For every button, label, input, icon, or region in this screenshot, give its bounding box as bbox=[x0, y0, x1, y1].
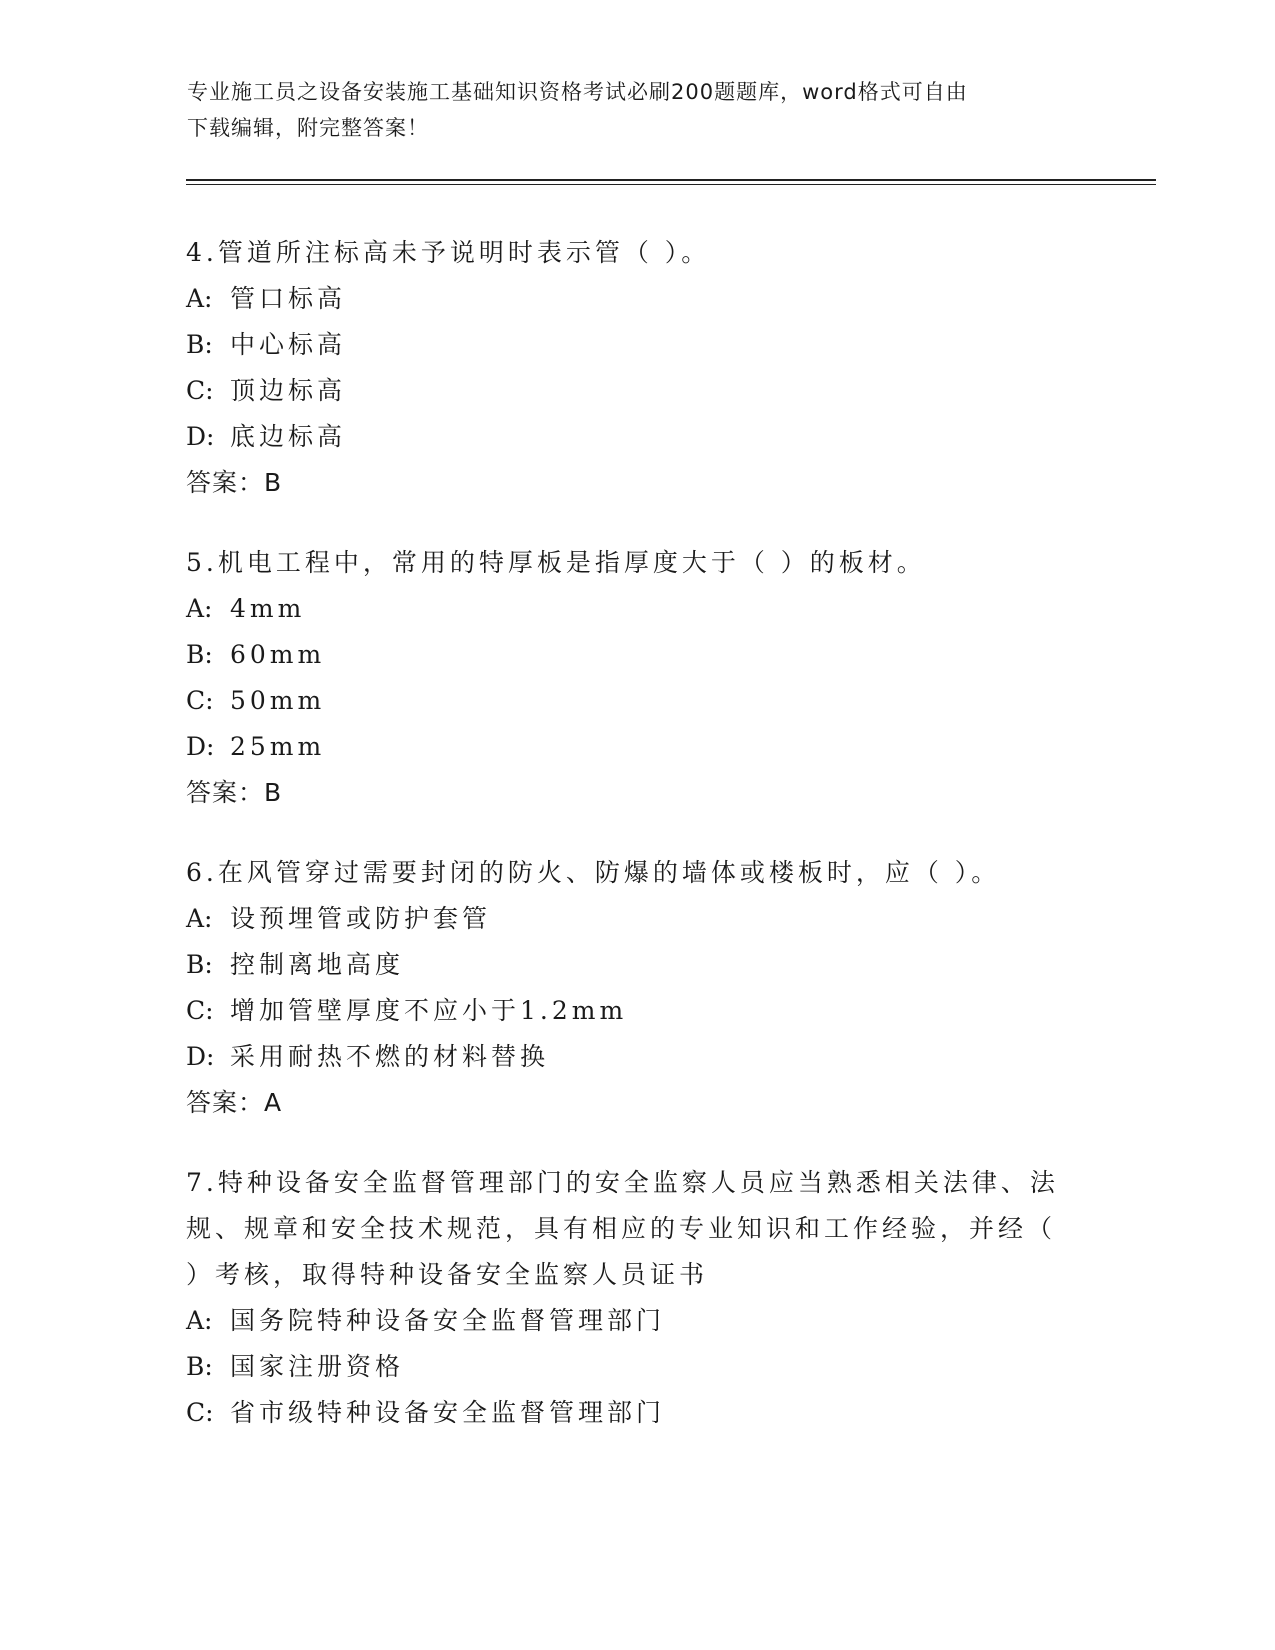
header-divider-thick bbox=[186, 179, 1156, 181]
option-label: A: bbox=[186, 594, 213, 623]
option-label: B: bbox=[186, 950, 213, 979]
option-a bbox=[186, 276, 1076, 322]
option-text: 顶边标高 bbox=[230, 376, 347, 405]
option-c bbox=[186, 988, 1076, 1034]
option-text: 国家注册资格 bbox=[230, 1352, 405, 1381]
option-b bbox=[186, 322, 1076, 368]
header-divider-thin bbox=[186, 184, 1156, 185]
option-a bbox=[186, 586, 1076, 632]
option-d bbox=[186, 724, 1076, 770]
option-label: B: bbox=[186, 1352, 213, 1381]
option-text: 底边标高 bbox=[230, 422, 347, 451]
header-line-2: 下载编辑，附完整答案！ bbox=[187, 116, 429, 140]
option-d bbox=[186, 1034, 1076, 1080]
answer-line: 答案：B bbox=[186, 468, 283, 497]
option-text: 50mm bbox=[230, 686, 326, 715]
option-label: D: bbox=[186, 1042, 215, 1071]
option-text: 采用耐热不燃的材料替换 bbox=[230, 1042, 550, 1071]
header-line-1: 专业施工员之设备安装施工基础知识资格考试必刷200题题库，word格式可自由 bbox=[187, 80, 968, 104]
question-stem: 5.机电工程中，常用的特厚板是指厚度大于（ ）的板材。 bbox=[186, 548, 926, 577]
question-stem-line-2: 规、规章和安全技术规范，具有相应的专业知识和工作经验，并经（ bbox=[186, 1214, 1057, 1243]
question-6 bbox=[186, 850, 1076, 1126]
option-label: C: bbox=[186, 996, 214, 1025]
option-b bbox=[186, 632, 1076, 678]
option-text: 管口标高 bbox=[230, 284, 347, 313]
option-label: A: bbox=[186, 904, 213, 933]
question-stem-line-3: ）考核，取得特种设备安全监察人员证书 bbox=[186, 1260, 709, 1289]
option-c bbox=[186, 678, 1076, 724]
question-5 bbox=[186, 540, 1076, 816]
option-b bbox=[186, 1344, 1076, 1390]
question-stem: 4.管道所注标高未予说明时表示管（ ）。 bbox=[186, 238, 711, 267]
option-c bbox=[186, 1390, 1076, 1436]
option-a bbox=[186, 1298, 1076, 1344]
option-text: 60mm bbox=[230, 640, 326, 669]
option-label: C: bbox=[186, 376, 214, 405]
option-label: C: bbox=[186, 1398, 214, 1427]
question-list bbox=[186, 230, 1076, 1470]
option-text: 增加管壁厚度不应小于1.2mm bbox=[230, 996, 628, 1025]
option-label: C: bbox=[186, 686, 214, 715]
option-d bbox=[186, 414, 1076, 460]
document-header bbox=[187, 74, 1067, 146]
option-label: D: bbox=[186, 732, 215, 761]
option-text: 25mm bbox=[230, 732, 326, 761]
option-text: 国务院特种设备安全监督管理部门 bbox=[230, 1306, 666, 1335]
question-4 bbox=[186, 230, 1076, 506]
question-stem-line-1: 7.特种设备安全监督管理部门的安全监察人员应当熟悉相关法律、法 bbox=[186, 1168, 1059, 1197]
option-a bbox=[186, 896, 1076, 942]
option-text: 设预埋管或防护套管 bbox=[230, 904, 492, 933]
option-label: D: bbox=[186, 422, 215, 451]
option-text: 4mm bbox=[230, 594, 306, 623]
answer-line: 答案：A bbox=[186, 1088, 283, 1117]
option-text: 控制离地高度 bbox=[230, 950, 405, 979]
option-label: B: bbox=[186, 640, 213, 669]
option-text: 省市级特种设备安全监督管理部门 bbox=[230, 1398, 666, 1427]
option-label: B: bbox=[186, 330, 213, 359]
option-c bbox=[186, 368, 1076, 414]
option-label: A: bbox=[186, 284, 213, 313]
answer-line: 答案：B bbox=[186, 778, 283, 807]
question-stem: 6.在风管穿过需要封闭的防火、防爆的墙体或楼板时，应（ ）。 bbox=[186, 858, 1001, 887]
question-7 bbox=[186, 1160, 1076, 1436]
option-text: 中心标高 bbox=[230, 330, 347, 359]
option-b bbox=[186, 942, 1076, 988]
option-label: A: bbox=[186, 1306, 213, 1335]
